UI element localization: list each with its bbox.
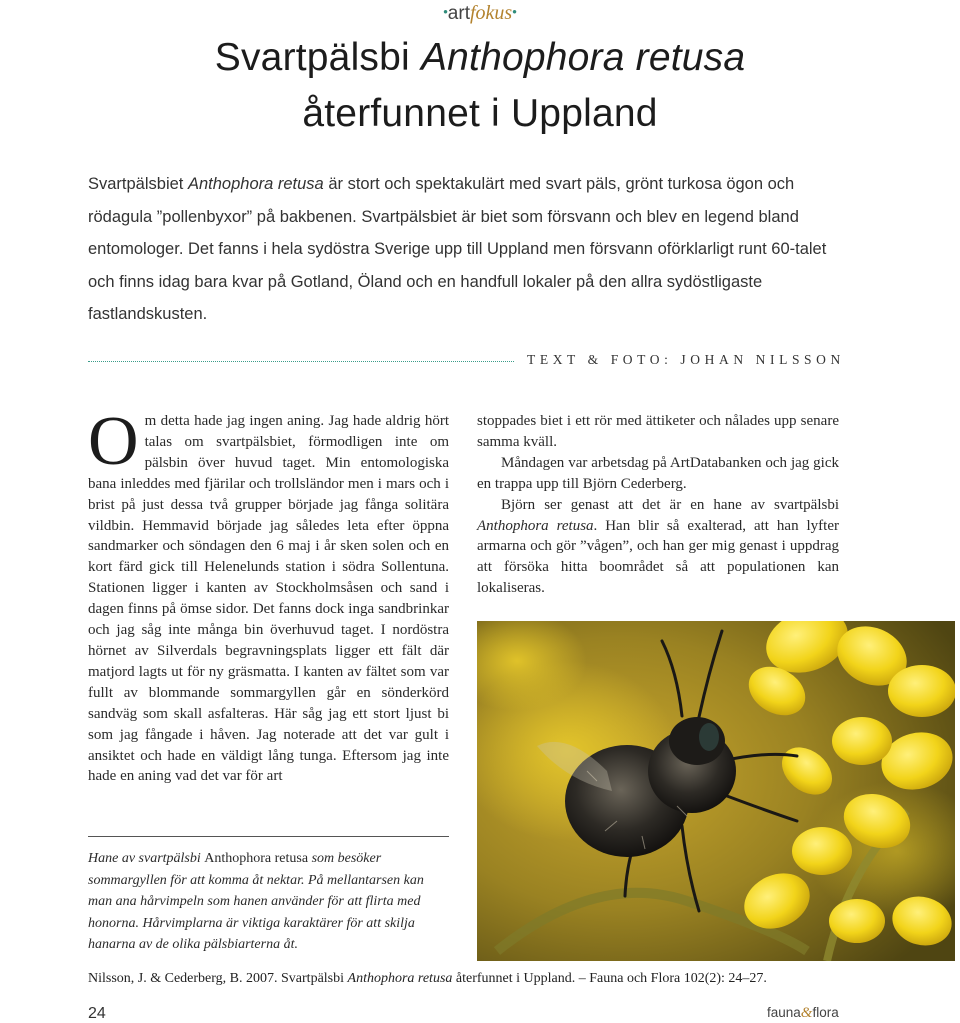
citation-species: Anthophora retusa [347,971,453,986]
byline-divider [88,361,514,362]
bee-photo-illustration [477,621,955,961]
article-column-right [477,411,839,599]
article-column-left [88,403,449,787]
article-right-paragraph-2: Måndagen var arbetsdag på ArtDatabanken och jag gick en trappa upp till Björn Cederberg. [477,454,839,492]
caption-text-a: Hane av svartpälsbi [88,851,205,866]
photo-caption [88,848,449,956]
caption-divider [88,836,449,837]
paragraph-3-text-a: Björn ser genast att det är en hane av svartpälsbi [501,496,839,513]
citation-text-c: återfunnet i Uppland. – Fauna och Flora 102(2): 24–27. [452,971,767,986]
caption-species: Anthophora retusa [204,851,309,866]
title-line-2: återfunnet i Uppland [302,92,658,135]
title-line-1 [0,36,960,80]
bee-photo [477,621,955,961]
article-right-paragraph-1: stoppades biet i ett rör med ättiketer och nålades upp senare samma kväll. [477,413,839,450]
header-right-dot: • [512,4,517,19]
page-number: 24 [88,1005,106,1022]
section-header [0,2,960,25]
header-left-dot: • [443,4,448,19]
brand-right: flora [812,1005,839,1020]
drop-cap: O [88,403,139,480]
header-suffix: fokus [469,2,513,24]
footer-brand [767,1005,839,1022]
lead-paragraph [88,168,828,331]
header-prefix: art [447,3,470,24]
brand-amp: & [800,1005,813,1021]
title-plain: Svartpälsbi [214,36,421,79]
lead-text-1: Svartpälsbiet [88,175,188,193]
lead-species: Anthophora retusa [187,175,324,193]
lead-text-2: är stort och spektakulärt med svart päls, grönt turkosa ögon och rödagula ”pollenbyxor” på bakbenen. Svartpälsbiet är biet som försvann och blev en legend bland entomologer. Det fanns i hela sydöstra Sverige upp till Uppland men försvann oförklarligt runt 60-talet och finns idag bara kvar på Gotland, Öland och en handfull lokaler på den allra sydöstligaste fastlandskusten. [88,175,827,323]
article-right-paragraph-3 [477,495,839,600]
citation-text-a: Nilsson, J. & Cederberg, B. 2007. Svartpälsbi [88,971,348,986]
article-left-text: m detta hade jag ingen aning. Jag hade aldrig hört talas om svartpälsbiet, förmodligen inte om pälsbin över huvud taget. Min entomologiska bana inleddes med fjärilar och trollsländor men i mars och i brist på just dessa två grupper började jag fånga solitära vildbin. Hemmavid började jag således leta efter öppna sandmarker och söndagen den 6 maj i år sken solen och en kort färd gick till Helenelunds station i södra Sollentuna. Stationen ligger i kanten av Stockholmsåsen och sand i dagen finns på ömse sidor. Det fanns dock inga sandbrinkar och jag såg inte många bin överhuvud taget. I nordöstra hörnet av Silverdals begravningsplats ligger ett fält där matjord lagts ut för ny gräsmatta. I kanten av fältet som var fullt av blommande sommargyllen går en sönderkörd sandväg som skall asfalteras. Här såg jag ett stort ljust bi som jag fångade i håven. Jag noterade att det var gult i ansiktet och hade en väldigt lång tunga. Eftersom jag inte hade en aning vad det var för art [88,413,449,785]
caption-text-c: som besöker sommargyllen för att komma åt nektar. På mellantarsen kan man ana hårvimpeln som hanen använder för att flirta med honorna. Hårvimplarna är viktiga karaktärer för att skilja hanarna av de olika pälsbiarterna åt. [88,851,424,952]
title-species: Anthophora retusa [420,36,746,79]
byline: TEXT & FOTO: JOHAN NILSSON [527,352,845,367]
brand-left: fauna [767,1005,801,1020]
paragraph-3-text-b: . Han blir så exalterad, att han lyfter armarna och gör ”vågen”, och han ger mig genast i uppdrag att försöka hitta boområdet så att populationen kan lokaliseras. [477,517,839,597]
citation [88,971,878,987]
paragraph-3-species: Anthophora retusa [477,517,594,534]
